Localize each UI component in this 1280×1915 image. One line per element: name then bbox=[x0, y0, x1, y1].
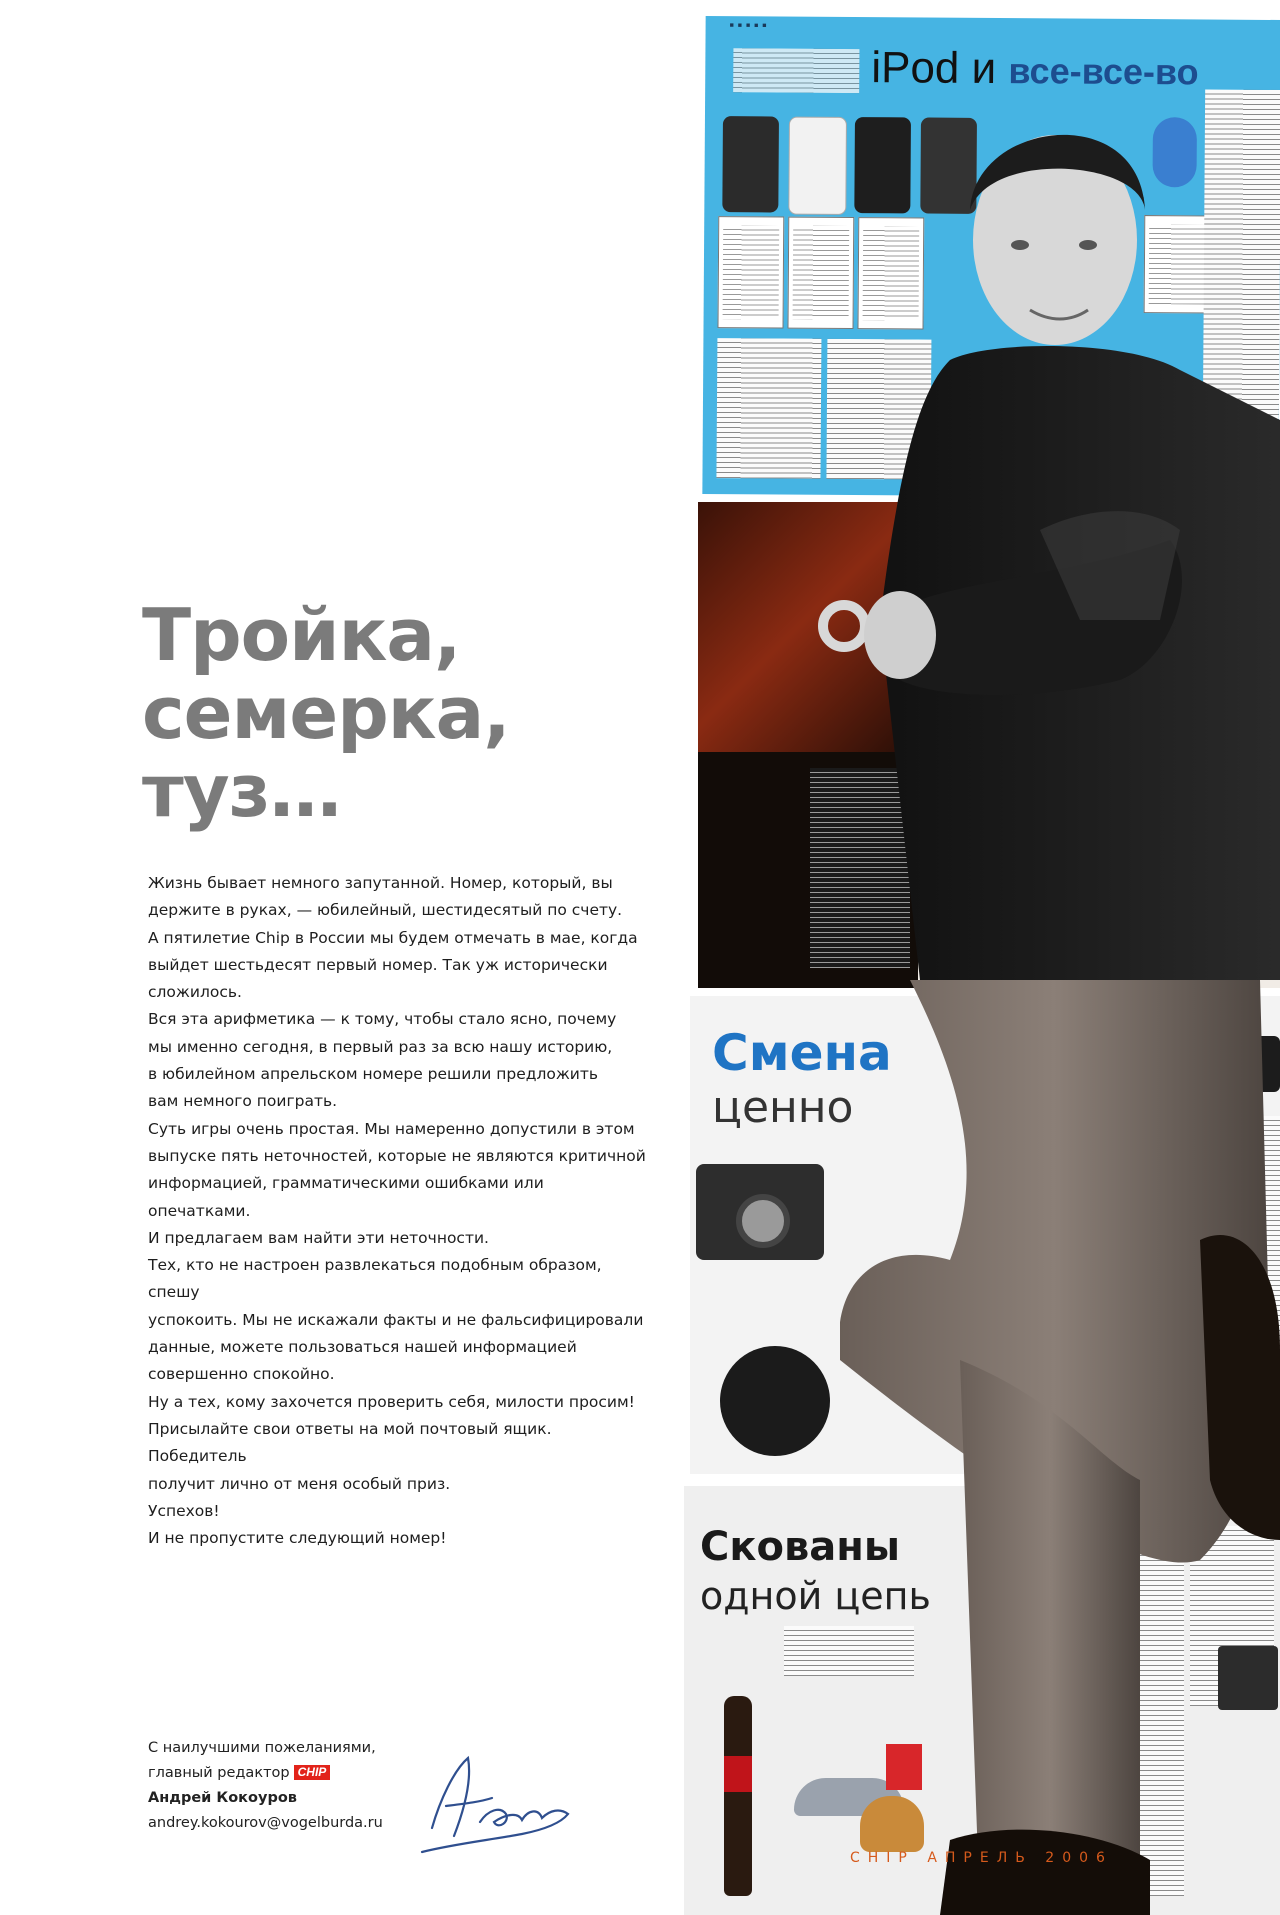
mp3-player-device bbox=[722, 116, 779, 212]
body-line: совершенно спокойно. bbox=[148, 1365, 335, 1384]
body-line: Присылайте свои ответы на мой почтовый ящик. Победитель bbox=[148, 1419, 552, 1466]
body-line: И не пропустите следующий номер! bbox=[148, 1529, 447, 1548]
editor-name: Андрей Кокоуров bbox=[148, 1790, 297, 1806]
signoff-role bbox=[148, 1761, 448, 1786]
body-line: данные, можете пользоваться нашей информацией bbox=[148, 1338, 577, 1357]
body-line: успокоить. Мы не искажали факты и не фальсифицировали bbox=[148, 1310, 644, 1329]
ipod-title-main: iPod и bbox=[871, 43, 997, 94]
body-line: Успехов! bbox=[148, 1501, 220, 1520]
body-line: Тех, кто не настроен развлекаться подобным образом, спешу bbox=[148, 1256, 602, 1302]
spec-table bbox=[717, 216, 784, 328]
body-line: Суть игры очень простая. Мы намеренно допустили в этом bbox=[148, 1119, 635, 1138]
body-line: вам немного поиграть. bbox=[148, 1092, 338, 1111]
magazine-footer: CHIP АПРЕЛЬ 2006 bbox=[850, 1850, 1113, 1866]
signoff-greeting: С наилучшими пожеланиями, bbox=[148, 1740, 376, 1756]
editor-photo bbox=[840, 60, 1280, 1915]
headline-line-3: туз… bbox=[142, 749, 341, 833]
camera-photo bbox=[696, 1164, 824, 1260]
body-line: информацией, грамматическими ошибками или опечатками. bbox=[148, 1174, 544, 1220]
editor-email[interactable]: andrey.kokourov@vogelburda.ru bbox=[148, 1815, 383, 1831]
disc-graphic bbox=[720, 1346, 830, 1456]
ipod-title-blue: все-все-во bbox=[1008, 50, 1199, 93]
editorial-body bbox=[148, 870, 648, 1552]
skovany-title: Скованы bbox=[700, 1524, 901, 1570]
signoff bbox=[148, 1736, 448, 1836]
body-line: Вся эта арифметика — к тому, чтобы стало ясно, почему bbox=[148, 1010, 617, 1029]
signature bbox=[410, 1740, 610, 1860]
body-line: получит лично от меня особый приз. bbox=[148, 1474, 451, 1493]
smena-subtitle: ценно bbox=[712, 1082, 854, 1133]
headline bbox=[142, 593, 662, 833]
headline-line-2: семерка, bbox=[142, 671, 510, 755]
headline-line-1: Тройка, bbox=[142, 593, 461, 677]
body-line: в юбилейном апрельском номере решили предложить bbox=[148, 1065, 599, 1084]
body-line: выпуске пять неточностей, которые не являются критичной bbox=[148, 1146, 646, 1165]
body-line: Жизнь бывает немного запутанной. Номер, который, вы bbox=[148, 874, 613, 892]
chip-logo: CHIP bbox=[294, 1765, 331, 1780]
spread-kicker: ■ ■ ■ ■ ■ bbox=[729, 22, 768, 30]
body-line: Ну а тех, кому захочется проверить себя, милости просим! bbox=[148, 1392, 635, 1411]
camera-lens-icon bbox=[736, 1194, 790, 1248]
body-line: сложилось. bbox=[148, 983, 242, 1002]
body-line: И предлагаем вам найти эти неточности. bbox=[148, 1228, 489, 1247]
body-line: А пятилетие Chip в России мы будем отмечать в мае, когда bbox=[148, 928, 638, 947]
body-line: выйдет шестьдесят первый номер. Так уж исторически bbox=[148, 955, 608, 974]
signoff-role-text: главный редактор bbox=[148, 1765, 290, 1781]
mp3-player-device bbox=[788, 117, 847, 215]
cola-bottle bbox=[724, 1696, 752, 1896]
body-line: мы именно сегодня, в первый раз за всю нашу историю, bbox=[148, 1037, 613, 1056]
smena-title: Смена bbox=[712, 1024, 892, 1082]
skovany-subtitle: одной цепь bbox=[700, 1574, 931, 1618]
article-column bbox=[716, 338, 821, 479]
body-line: держите в руках, — юбилейный, шестидесятый по счету. bbox=[148, 901, 623, 920]
